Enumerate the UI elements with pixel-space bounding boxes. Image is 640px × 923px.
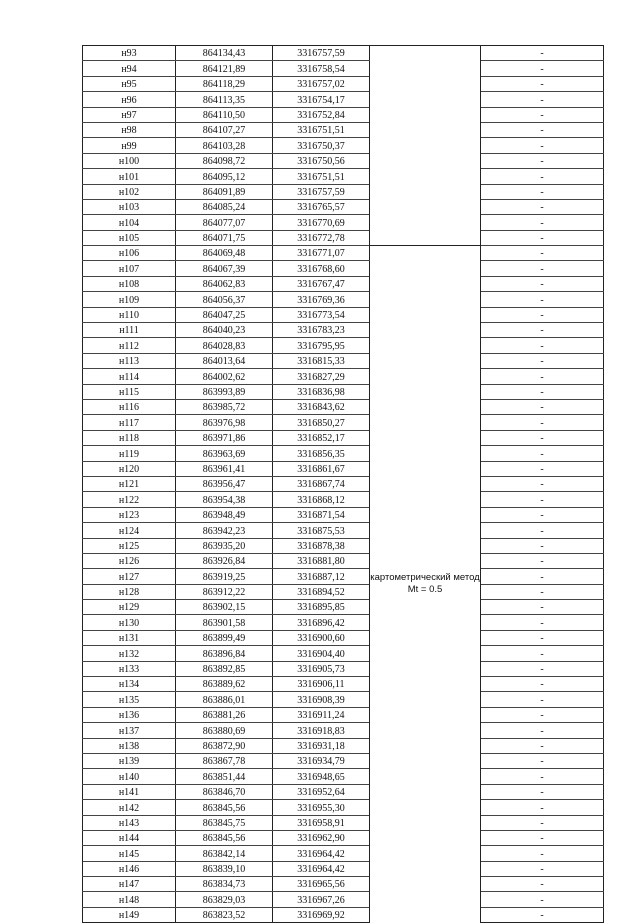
x-coordinate-cell: 864077,07 (176, 215, 273, 230)
accuracy-cell: - (481, 830, 604, 845)
table-row (83, 199, 604, 214)
accuracy-cell: - (481, 646, 604, 661)
table-row (83, 399, 604, 414)
y-coordinate-cell: 3316757,59 (273, 184, 370, 199)
point-name-cell: н104 (83, 215, 176, 230)
point-name-cell: н122 (83, 492, 176, 507)
table-row (83, 815, 604, 830)
point-name-cell: н121 (83, 476, 176, 491)
accuracy-cell: - (481, 538, 604, 553)
x-coordinate-cell: 863842,14 (176, 846, 273, 861)
y-coordinate-cell: 3316905,73 (273, 661, 370, 676)
point-name-cell: н136 (83, 707, 176, 722)
accuracy-cell: - (481, 661, 604, 676)
accuracy-cell: - (481, 723, 604, 738)
y-coordinate-cell: 3316900,60 (273, 630, 370, 645)
point-name-cell: н97 (83, 107, 176, 122)
point-name-cell: н115 (83, 384, 176, 399)
table-row (83, 753, 604, 768)
point-name-cell: н132 (83, 646, 176, 661)
y-coordinate-cell: 3316850,27 (273, 415, 370, 430)
accuracy-cell: - (481, 846, 604, 861)
y-coordinate-cell: 3316795,95 (273, 338, 370, 353)
x-coordinate-cell: 863954,38 (176, 492, 273, 507)
point-name-cell: н113 (83, 353, 176, 368)
accuracy-cell: - (481, 877, 604, 892)
point-name-cell: н107 (83, 261, 176, 276)
point-name-cell: н133 (83, 661, 176, 676)
y-coordinate-cell: 3316757,02 (273, 76, 370, 91)
point-name-cell: н109 (83, 292, 176, 307)
y-coordinate-cell: 3316843,62 (273, 399, 370, 414)
accuracy-cell: - (481, 677, 604, 692)
y-coordinate-cell: 3316887,12 (273, 569, 370, 584)
y-coordinate-cell: 3316967,26 (273, 892, 370, 907)
accuracy-cell: - (481, 707, 604, 722)
accuracy-cell: - (481, 569, 604, 584)
table-row (83, 46, 604, 61)
x-coordinate-cell: 863851,44 (176, 769, 273, 784)
x-coordinate-cell: 864047,25 (176, 307, 273, 322)
point-name-cell: н147 (83, 877, 176, 892)
table-row (83, 169, 604, 184)
y-coordinate-cell: 3316881,80 (273, 553, 370, 568)
y-coordinate-cell: 3316773,54 (273, 307, 370, 322)
table-row (83, 600, 604, 615)
x-coordinate-cell: 863845,75 (176, 815, 273, 830)
x-coordinate-cell: 863892,85 (176, 661, 273, 676)
point-name-cell: н137 (83, 723, 176, 738)
y-coordinate-cell: 3316769,36 (273, 292, 370, 307)
x-coordinate-cell: 864103,28 (176, 138, 273, 153)
y-coordinate-cell: 3316770,69 (273, 215, 370, 230)
table-row (83, 615, 604, 630)
y-coordinate-cell: 3316751,51 (273, 169, 370, 184)
y-coordinate-cell: 3316767,47 (273, 276, 370, 291)
point-name-cell: н144 (83, 830, 176, 845)
y-coordinate-cell: 3316934,79 (273, 753, 370, 768)
point-name-cell: н112 (83, 338, 176, 353)
point-name-cell: н128 (83, 584, 176, 599)
table-row (83, 630, 604, 645)
x-coordinate-cell: 864028,83 (176, 338, 273, 353)
x-coordinate-cell: 863961,41 (176, 461, 273, 476)
accuracy-cell: - (481, 907, 604, 922)
table-row (83, 877, 604, 892)
y-coordinate-cell: 3316867,74 (273, 476, 370, 491)
point-name-cell: н146 (83, 861, 176, 876)
accuracy-cell: - (481, 492, 604, 507)
table-row (83, 769, 604, 784)
y-coordinate-cell: 3316908,39 (273, 692, 370, 707)
table-row (83, 692, 604, 707)
point-name-cell: н100 (83, 153, 176, 168)
x-coordinate-cell: 863886,01 (176, 692, 273, 707)
accuracy-cell: - (481, 630, 604, 645)
point-name-cell: н116 (83, 399, 176, 414)
x-coordinate-cell: 863948,49 (176, 507, 273, 522)
table-row (83, 122, 604, 137)
point-name-cell: н93 (83, 46, 176, 61)
accuracy-cell: - (481, 384, 604, 399)
table-row (83, 61, 604, 76)
accuracy-cell: - (481, 107, 604, 122)
x-coordinate-cell: 864002,62 (176, 369, 273, 384)
table-row (83, 261, 604, 276)
point-name-cell: н108 (83, 276, 176, 291)
x-coordinate-cell: 863829,03 (176, 892, 273, 907)
table-row (83, 553, 604, 568)
point-name-cell: н124 (83, 523, 176, 538)
y-coordinate-cell: 3316836,98 (273, 384, 370, 399)
y-coordinate-cell: 3316852,17 (273, 430, 370, 445)
accuracy-cell: - (481, 415, 604, 430)
accuracy-cell: - (481, 153, 604, 168)
accuracy-cell: - (481, 399, 604, 414)
table-row (83, 76, 604, 91)
table-row (83, 430, 604, 445)
y-coordinate-cell: 3316904,40 (273, 646, 370, 661)
point-name-cell: н143 (83, 815, 176, 830)
point-name-cell: н119 (83, 446, 176, 461)
accuracy-cell: - (481, 276, 604, 291)
y-coordinate-cell: 3316955,30 (273, 800, 370, 815)
method-cell-upper (370, 46, 481, 246)
point-name-cell: н94 (83, 61, 176, 76)
accuracy-cell: - (481, 353, 604, 368)
y-coordinate-cell: 3316827,29 (273, 369, 370, 384)
x-coordinate-cell: 864013,64 (176, 353, 273, 368)
accuracy-cell: - (481, 615, 604, 630)
table-row (83, 384, 604, 399)
accuracy-cell: - (481, 553, 604, 568)
x-coordinate-cell: 864134,43 (176, 46, 273, 61)
accuracy-cell: - (481, 261, 604, 276)
point-name-cell: н139 (83, 753, 176, 768)
table-row (83, 492, 604, 507)
table-border-tail (82, 861, 84, 871)
point-name-cell: н118 (83, 430, 176, 445)
point-name-cell: н110 (83, 307, 176, 322)
x-coordinate-cell: 864107,27 (176, 122, 273, 137)
table-row (83, 246, 604, 261)
point-name-cell: н149 (83, 907, 176, 922)
table-row (83, 461, 604, 476)
table-row (83, 677, 604, 692)
accuracy-cell: - (481, 476, 604, 491)
accuracy-cell: - (481, 138, 604, 153)
x-coordinate-cell: 863919,25 (176, 569, 273, 584)
point-name-cell: н120 (83, 461, 176, 476)
accuracy-cell: - (481, 892, 604, 907)
point-name-cell: н138 (83, 738, 176, 753)
accuracy-cell: - (481, 784, 604, 799)
accuracy-cell: - (481, 369, 604, 384)
y-coordinate-cell: 3316871,54 (273, 507, 370, 522)
point-name-cell: н106 (83, 246, 176, 261)
x-coordinate-cell: 864095,12 (176, 169, 273, 184)
y-coordinate-cell: 3316875,53 (273, 523, 370, 538)
x-coordinate-cell: 864062,83 (176, 276, 273, 291)
accuracy-cell: - (481, 46, 604, 61)
x-coordinate-cell: 863902,15 (176, 600, 273, 615)
x-coordinate-cell: 863845,56 (176, 830, 273, 845)
y-coordinate-cell: 3316754,17 (273, 92, 370, 107)
point-name-cell: н114 (83, 369, 176, 384)
x-coordinate-cell: 863845,56 (176, 800, 273, 815)
x-coordinate-cell: 863901,58 (176, 615, 273, 630)
table-row (83, 446, 604, 461)
y-coordinate-cell: 3316911,24 (273, 707, 370, 722)
x-coordinate-cell: 864069,48 (176, 246, 273, 261)
point-name-cell: н130 (83, 615, 176, 630)
x-coordinate-cell: 863839,10 (176, 861, 273, 876)
x-coordinate-cell: 863963,69 (176, 446, 273, 461)
accuracy-cell: - (481, 307, 604, 322)
y-coordinate-cell: 3316758,54 (273, 61, 370, 76)
point-name-cell: н145 (83, 846, 176, 861)
table-row (83, 292, 604, 307)
x-coordinate-cell: 863899,49 (176, 630, 273, 645)
table-row (83, 723, 604, 738)
x-coordinate-cell: 863935,20 (176, 538, 273, 553)
point-name-cell: н135 (83, 692, 176, 707)
coordinates-table-body (83, 46, 604, 923)
x-coordinate-cell: 863823,52 (176, 907, 273, 922)
table-row (83, 830, 604, 845)
x-coordinate-cell: 863881,26 (176, 707, 273, 722)
x-coordinate-cell: 864098,72 (176, 153, 273, 168)
point-name-cell: н126 (83, 553, 176, 568)
y-coordinate-cell: 3316964,42 (273, 861, 370, 876)
x-coordinate-cell: 863872,90 (176, 738, 273, 753)
y-coordinate-cell: 3316948,65 (273, 769, 370, 784)
table-row (83, 584, 604, 599)
point-name-cell: н129 (83, 600, 176, 615)
x-coordinate-cell: 864091,89 (176, 184, 273, 199)
x-coordinate-cell: 863942,23 (176, 523, 273, 538)
table-row (83, 800, 604, 815)
y-coordinate-cell: 3316815,33 (273, 353, 370, 368)
point-name-cell: н95 (83, 76, 176, 91)
table-row (83, 661, 604, 676)
x-coordinate-cell: 864071,75 (176, 230, 273, 245)
point-name-cell: н148 (83, 892, 176, 907)
x-coordinate-cell: 863976,98 (176, 415, 273, 430)
y-coordinate-cell: 3316750,56 (273, 153, 370, 168)
y-coordinate-cell: 3316906,11 (273, 677, 370, 692)
point-name-cell: н140 (83, 769, 176, 784)
table-row (83, 415, 604, 430)
x-coordinate-cell: 863956,47 (176, 476, 273, 491)
x-coordinate-cell: 863971,86 (176, 430, 273, 445)
y-coordinate-cell: 3316965,56 (273, 877, 370, 892)
x-coordinate-cell: 864118,29 (176, 76, 273, 91)
y-coordinate-cell: 3316757,59 (273, 46, 370, 61)
x-coordinate-cell: 863896,84 (176, 646, 273, 661)
y-coordinate-cell: 3316958,91 (273, 815, 370, 830)
table-row (83, 153, 604, 168)
accuracy-cell: - (481, 292, 604, 307)
y-coordinate-cell: 3316964,42 (273, 846, 370, 861)
table-row (83, 523, 604, 538)
table-row (83, 338, 604, 353)
table-row (83, 784, 604, 799)
table-row (83, 369, 604, 384)
point-name-cell: н101 (83, 169, 176, 184)
table-row (83, 646, 604, 661)
accuracy-cell: - (481, 738, 604, 753)
point-name-cell: н123 (83, 507, 176, 522)
accuracy-cell: - (481, 338, 604, 353)
accuracy-cell: - (481, 230, 604, 245)
table-row (83, 323, 604, 338)
table-row (83, 569, 604, 584)
table-row (83, 107, 604, 122)
accuracy-cell: - (481, 169, 604, 184)
coordinates-table (82, 45, 604, 923)
table-row (83, 353, 604, 368)
accuracy-cell: - (481, 76, 604, 91)
point-name-cell: н142 (83, 800, 176, 815)
x-coordinate-cell: 864056,37 (176, 292, 273, 307)
table-row (83, 138, 604, 153)
accuracy-cell: - (481, 461, 604, 476)
table-row (83, 907, 604, 922)
y-coordinate-cell: 3316772,78 (273, 230, 370, 245)
accuracy-cell: - (481, 122, 604, 137)
x-coordinate-cell: 864085,24 (176, 199, 273, 214)
y-coordinate-cell: 3316962,90 (273, 830, 370, 845)
table-row (83, 707, 604, 722)
y-coordinate-cell: 3316751,51 (273, 122, 370, 137)
table-row (83, 738, 604, 753)
x-coordinate-cell: 863834,73 (176, 877, 273, 892)
point-name-cell: н99 (83, 138, 176, 153)
y-coordinate-cell: 3316861,67 (273, 461, 370, 476)
y-coordinate-cell: 3316771,07 (273, 246, 370, 261)
table-row (83, 92, 604, 107)
accuracy-cell: - (481, 800, 604, 815)
accuracy-cell: - (481, 584, 604, 599)
point-name-cell: н141 (83, 784, 176, 799)
y-coordinate-cell: 3316969,92 (273, 907, 370, 922)
y-coordinate-cell: 3316878,38 (273, 538, 370, 553)
y-coordinate-cell: 3316765,57 (273, 199, 370, 214)
point-name-cell: н117 (83, 415, 176, 430)
accuracy-cell: - (481, 523, 604, 538)
accuracy-cell: - (481, 815, 604, 830)
x-coordinate-cell: 863912,22 (176, 584, 273, 599)
accuracy-cell: - (481, 246, 604, 261)
accuracy-cell: - (481, 446, 604, 461)
y-coordinate-cell: 3316750,37 (273, 138, 370, 153)
accuracy-cell: - (481, 184, 604, 199)
accuracy-cell: - (481, 507, 604, 522)
point-name-cell: н98 (83, 122, 176, 137)
x-coordinate-cell: 864113,35 (176, 92, 273, 107)
y-coordinate-cell: 3316952,64 (273, 784, 370, 799)
x-coordinate-cell: 863867,78 (176, 753, 273, 768)
y-coordinate-cell: 3316856,35 (273, 446, 370, 461)
x-coordinate-cell: 864040,23 (176, 323, 273, 338)
accuracy-cell: - (481, 861, 604, 876)
x-coordinate-cell: 863993,89 (176, 384, 273, 399)
x-coordinate-cell: 863985,72 (176, 399, 273, 414)
point-name-cell: н103 (83, 199, 176, 214)
y-coordinate-cell: 3316931,18 (273, 738, 370, 753)
table-row (83, 276, 604, 291)
table-row (83, 507, 604, 522)
x-coordinate-cell: 864121,89 (176, 61, 273, 76)
y-coordinate-cell: 3316895,85 (273, 600, 370, 615)
x-coordinate-cell: 863846,70 (176, 784, 273, 799)
y-coordinate-cell: 3316783,23 (273, 323, 370, 338)
point-name-cell: н131 (83, 630, 176, 645)
y-coordinate-cell: 3316918,83 (273, 723, 370, 738)
table-row (83, 892, 604, 907)
y-coordinate-cell: 3316896,42 (273, 615, 370, 630)
point-name-cell: н134 (83, 677, 176, 692)
accuracy-cell: - (481, 199, 604, 214)
point-name-cell: н102 (83, 184, 176, 199)
table-row (83, 846, 604, 861)
accuracy-cell: - (481, 753, 604, 768)
accuracy-cell: - (481, 92, 604, 107)
method-cell: картометрический метод Mt = 0.5 (370, 246, 481, 923)
y-coordinate-cell: 3316894,52 (273, 584, 370, 599)
point-name-cell: н111 (83, 323, 176, 338)
x-coordinate-cell: 863880,69 (176, 723, 273, 738)
table-row (83, 538, 604, 553)
x-coordinate-cell: 864067,39 (176, 261, 273, 276)
table-row (83, 476, 604, 491)
table-row (83, 307, 604, 322)
table-row (83, 215, 604, 230)
accuracy-cell: - (481, 215, 604, 230)
x-coordinate-cell: 864110,50 (176, 107, 273, 122)
table-row (83, 230, 604, 245)
x-coordinate-cell: 863889,62 (176, 677, 273, 692)
accuracy-cell: - (481, 430, 604, 445)
accuracy-cell: - (481, 323, 604, 338)
accuracy-cell: - (481, 769, 604, 784)
y-coordinate-cell: 3316868,12 (273, 492, 370, 507)
point-name-cell: н125 (83, 538, 176, 553)
point-name-cell: н96 (83, 92, 176, 107)
table-row (83, 184, 604, 199)
point-name-cell: н127 (83, 569, 176, 584)
accuracy-cell: - (481, 61, 604, 76)
accuracy-cell: - (481, 692, 604, 707)
point-name-cell: н105 (83, 230, 176, 245)
x-coordinate-cell: 863926,84 (176, 553, 273, 568)
y-coordinate-cell: 3316752,84 (273, 107, 370, 122)
accuracy-cell: - (481, 600, 604, 615)
y-coordinate-cell: 3316768,60 (273, 261, 370, 276)
table-row (83, 861, 604, 876)
